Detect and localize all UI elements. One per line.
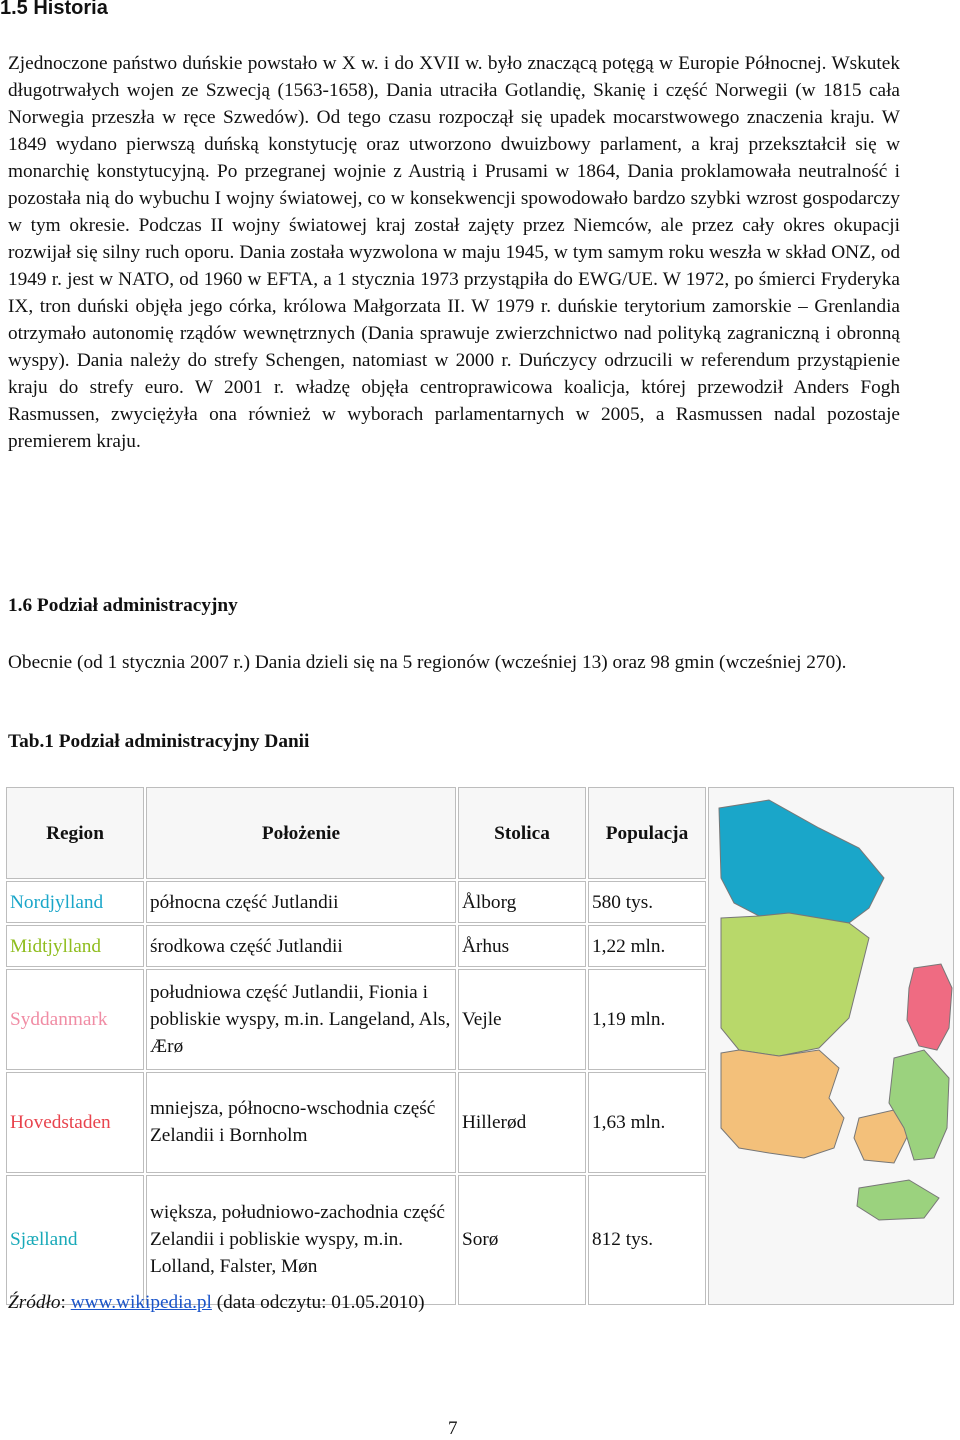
section-heading-admin: 1.6 Podział administracyjny [8,595,238,616]
cell-capital: Vejle [458,969,586,1070]
source-footnote: Źródło: www.wikipedia.pl (data odczytu: 01.05.2010) [8,1292,425,1313]
cell-population: 1,19 mln. [588,969,706,1070]
cell-region: Hovedstaden [6,1072,144,1173]
map-region-syddanmark [721,1050,909,1163]
cell-location: większa, południowo-zachodnia część Zelandii i pobliskie wyspy, m.in. Lolland, Falster, Møn [146,1175,456,1305]
admin-table [4,785,956,1307]
denmark-regions-map [709,788,953,1296]
admin-paragraph: Obecnie (od 1 stycznia 2007 r.) Dania dzieli się na 5 regionów (wcześniej 13) oraz 98 gmin (wcześniej 270). [8,652,847,673]
cell-population: 1,22 mln. [588,925,706,967]
map-region-midtjylland [721,913,869,1056]
cell-capital: Århus [458,925,586,967]
header-location: Położenie [146,787,456,879]
cell-population: 580 tys. [588,881,706,923]
source-link[interactable]: www.wikipedia.pl [70,1292,212,1313]
table-header-row [6,787,954,879]
cell-location: południowa część Jutlandii, Fionia i pobliskie wyspy, m.in. Langeland, Als, Ærø [146,969,456,1070]
cell-region: Nordjylland [6,881,144,923]
cell-location: mniejsza, północno-wschodnia część Zelandii i Bornholm [146,1072,456,1173]
source-label: Źródło [8,1292,61,1313]
table-caption: Tab.1 Podział administracyjny Danii [8,731,310,752]
cell-location: środkowa część Jutlandii [146,925,456,967]
cell-location: północna część Jutlandii [146,881,456,923]
cell-capital: Sorø [458,1175,586,1305]
cell-population: 812 tys. [588,1175,706,1305]
source-date: (data odczytu: 01.05.2010) [216,1292,425,1313]
cell-region: Sjælland [6,1175,144,1305]
history-paragraph: Zjednoczone państwo duńskie powstało w X w. i do XVII w. było znaczącą potęgą w Europie Północnej. Wskutek długotrwałych wojen ze Szwecją (1563-1658), Dania utraciła Gotlandię, Skanię i część Norwegii (w 1815 cała Norwegia przeszła w ręce Szwedów). Od tego czasu rozpoczął się upadek mocarstwowego znaczenia kraju. W 1849 wydano pierwszą duńską konstytucję oraz utworzono dwuizbowy parlament, a kraj przekształcił się w monarchię konstytucyjną. Po przegranej wojnie z Austrią i Prusami w 1864, Dania proklamowała neutralność i pozostała nią do wybuchu I wojny światowej, co w konsekwencji spowodowało bardzo szybki wzrost gospodarczy w tym okresie. Podczas II wojny światowej kraj został zajęty przez Niemców, ale przez cały okres okupacji rozwijał się silny ruch oporu. Dania została wyzwolona w maju 1945, w tym samym roku weszła w skład ONZ, od 1949 r. jest w NATO, od 1960 w EFTA, a 1 stycznia 1973 przystąpiła do EWG/UE. W 1972, po śmierci Fryderyka IX, tron duński objęła jego córka, królowa Małgorzata II. W 1979 r. duńskie terytorium zamorskie – Grenlandia otrzymało autonomię rządów wewnętrznych (Dania sprawuje zwierzchnictwo nad polityką zagraniczną i obronną wyspy). Dania należy do strefy Schengen, natomiast w 2000 r. Duńczycy odrzucili w referendum przystąpienie kraju do strefy euro. W 2001 r. władzę objęła centroprawicowa koalicja, której przewodził Anders Fogh Rasmussen, zwyciężyła ona również w wyborach parlamentarnych w 2005, a Rasmussen nadal pozostaje premierem kraju. [8,53,900,452]
denmark-map-cell [708,787,954,1305]
cell-region: Syddanmark [6,969,144,1070]
header-capital: Stolica [458,787,586,879]
page-number: 7 [448,1418,458,1439]
section-heading-history: 1.5 Historia [0,0,108,19]
cell-region: Midtjylland [6,925,144,967]
cell-capital: Ålborg [458,881,586,923]
map-region-hovedstaden [907,964,952,1050]
header-population: Populacja [588,787,706,879]
cell-population: 1,63 mln. [588,1072,706,1173]
cell-capital: Hillerød [458,1072,586,1173]
header-region: Region [6,787,144,879]
map-region-nordjylland [719,800,884,923]
